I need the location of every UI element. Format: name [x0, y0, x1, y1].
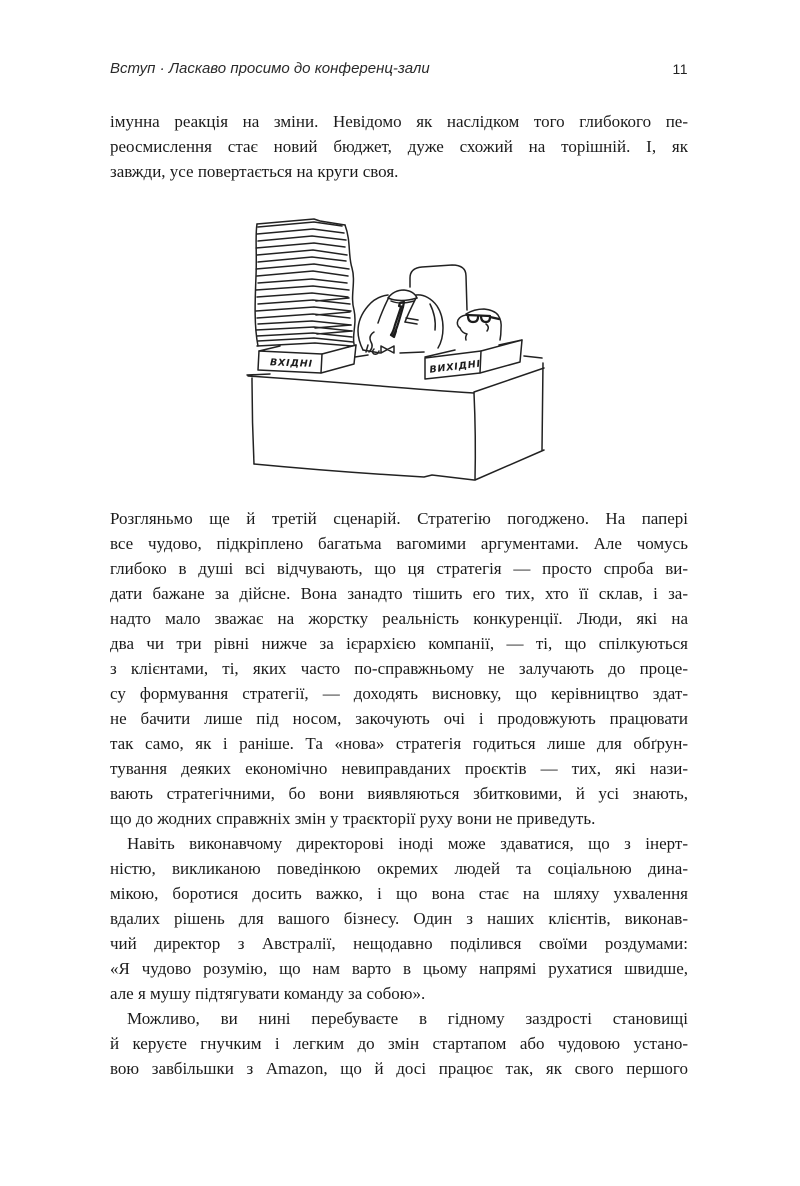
text-line: «Я чудово розумію, що нам варто в цьому напрямі рухатися швидше,	[110, 959, 688, 978]
head-in-outbox	[457, 309, 501, 340]
running-title: Вступ · Ласкаво просимо до конференц-зали	[110, 60, 430, 77]
text-line: мікою, боротися досить важко, і що вона стає на шляху ухвалення	[110, 884, 688, 903]
text-line: з клієнтами, ті, яких часто по-справжньому не залучають до проце-	[110, 659, 688, 678]
cartoon-illustration	[228, 206, 568, 506]
necktie	[391, 302, 404, 337]
text-line: два чи три рівні нижче за ієрархією компанії, — ті, що спілкуються	[110, 634, 688, 653]
text-line: вдалих рішень для вашого бізнесу. Один з наших клієнтів, виконав-	[110, 909, 688, 928]
paragraph	[110, 831, 688, 1006]
text-line: вою завбільшки з Amazon, що й досі працює так, як свого першого	[110, 1059, 688, 1078]
paragraph	[110, 506, 688, 831]
text-line: завжди, усе повертається на круги своя.	[110, 162, 399, 181]
text-line: Розгляньмо ще й третій сценарій. Стратегію погоджено. На папері	[110, 509, 688, 528]
text-line: глибоко в душі всі відчувають, що ця стратегія — просто спроба ви-	[110, 559, 688, 578]
paragraph	[110, 109, 688, 184]
text-line: су формування стратегії, — доходять висновку, що керівництво здат-	[110, 684, 688, 703]
page-number: 11	[672, 61, 688, 77]
text-line: все чудово, підкріплено багатьма вагомими аргументами. Але чомусь	[110, 534, 688, 553]
text-line: ністю, викликаною поведінкою окремих людей та соціальною дина-	[110, 859, 688, 878]
text-line: але я мушу підтягувати команду за собою».	[110, 984, 426, 1003]
text-line: так само, як і раніше. Та «нова» стратегія годиться лише для обґрун-	[110, 734, 688, 753]
text-line: тування деяких економічно невиправданих проєктів — тих, які нази-	[110, 759, 688, 778]
paper-stack	[255, 219, 355, 346]
outbox-tray-label: ВИХІДНІ	[428, 358, 482, 376]
running-header	[110, 60, 688, 78]
glasses-icon	[467, 315, 499, 322]
text-line: надто мало зважає на жорстку реальність конкуренції. Люди, які на	[110, 609, 688, 628]
text-line: Можливо, ви нині перебуваєте в гідному заздрості становищі	[127, 1009, 688, 1028]
text-line: реосмислення стає новий бюджет, дуже схожий на торішній. І, як	[110, 137, 688, 156]
desk-cartoon-drawing	[228, 206, 568, 506]
inbox-tray-label: ВХІДНІ	[269, 357, 313, 370]
text-line: вають стратегічними, бо вони виявляються збитковими, й усі знають,	[110, 784, 688, 803]
text-line: Навіть виконавчому директорові іноді може здаватися, що з інерт-	[127, 834, 688, 853]
body-text	[110, 109, 688, 1081]
paragraph	[110, 1006, 688, 1081]
text-line: й керуєте гнучким і легким до змін стартапом або чудовою устано-	[110, 1034, 688, 1053]
chair-back	[410, 265, 467, 310]
text-line: дати бажане за дійсне. Вона занадто тішить его тих, хто її склав, і за-	[110, 584, 688, 603]
headless-businessman	[358, 290, 443, 354]
text-line: чий директор з Австралії, нещодавно поділився своїми роздумами:	[110, 934, 688, 953]
text-line: що до жодних справжніх змін у траєкторії руху вони не приведуть.	[110, 809, 596, 828]
text-line: імунна реакція на зміни. Невідомо як наслідком того глибокого пе-	[110, 112, 688, 131]
text-line: не бачити лише під носом, закочують очі і продовжують працювати	[110, 709, 688, 728]
